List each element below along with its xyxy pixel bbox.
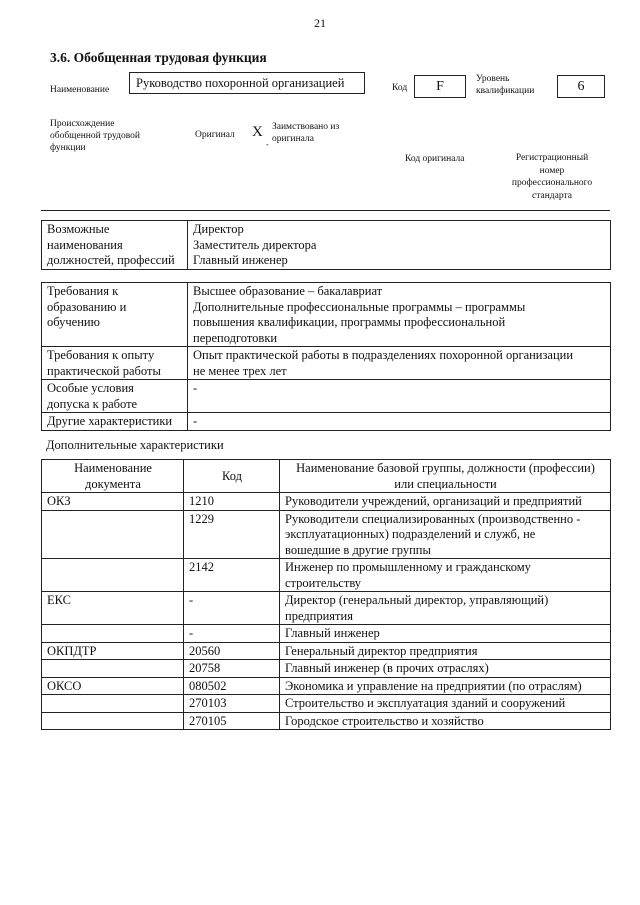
divider-line: [41, 210, 610, 211]
group-name-cell: Генеральный директор предприятия: [280, 642, 611, 660]
doc-cell: [42, 712, 184, 730]
education-value: Высшее образование – бакалавриат Дополнительные профессиональные программы – программы повышения квалификации, программы профессиональной переподготовки: [188, 283, 611, 347]
doc-cell: [42, 695, 184, 713]
experience-label: Требования к опыту практической работы: [42, 347, 188, 380]
code-cell: -: [184, 625, 280, 643]
doc-cell: [42, 660, 184, 678]
table-row: [42, 695, 611, 713]
table-row: [42, 283, 611, 347]
table-row: [42, 380, 611, 413]
table-row: [42, 592, 611, 625]
doc-cell: ЕКС: [42, 592, 184, 625]
table-row: [42, 712, 611, 730]
qualification-level-field: 6: [557, 75, 605, 98]
code-cell: 20560: [184, 642, 280, 660]
table-row: [42, 347, 611, 380]
positions-table: [41, 220, 611, 270]
function-code-field: F: [414, 75, 466, 98]
extra-characteristics-title: Дополнительные характеристики: [46, 438, 224, 452]
group-name-cell: Главный инженер: [280, 625, 611, 643]
doc-column-header: Наименование документа: [42, 460, 184, 493]
doc-cell: [42, 625, 184, 643]
group-name-cell: Городское строительство и хозяйство: [280, 712, 611, 730]
original-mark: X: [252, 124, 263, 140]
dash-mark: -: [266, 140, 269, 149]
group-name-cell: Экономика и управление на предприятии (по отраслям): [280, 677, 611, 695]
borrowed-label: Заимствовано из оригинала: [272, 122, 340, 144]
extra-characteristics-table: [41, 459, 611, 730]
code-cell: 1229: [184, 510, 280, 559]
name-column-header: Наименование базовой группы, должности (профессии) или специальности: [280, 460, 611, 493]
other-characteristics-value: -: [188, 413, 611, 431]
doc-cell: ОКСО: [42, 677, 184, 695]
code-cell: 1210: [184, 493, 280, 511]
group-name-cell: Директор (генеральный директор, управляющий) предприятия: [280, 592, 611, 625]
doc-cell: ОКЗ: [42, 493, 184, 511]
doc-cell: [42, 559, 184, 592]
origin-label: Происхождение обобщенной трудовой функции: [50, 119, 140, 153]
group-name-cell: Инженер по промышленному и гражданскому строительству: [280, 559, 611, 592]
code-cell: -: [184, 592, 280, 625]
reg-number-label: Регистрационный номер профессионального стандарта: [511, 153, 593, 201]
original-code-label: Код оригинала: [405, 154, 465, 164]
table-row: [42, 413, 611, 431]
table-row: [42, 221, 611, 270]
code-cell: 20758: [184, 660, 280, 678]
code-column-header: Код: [184, 460, 280, 493]
table-row: [42, 677, 611, 695]
group-name-cell: Главный инженер (в прочих отраслях): [280, 660, 611, 678]
table-row: [42, 493, 611, 511]
doc-cell: ОКПДТР: [42, 642, 184, 660]
code-cell: 270103: [184, 695, 280, 713]
code-cell: 2142: [184, 559, 280, 592]
doc-cell: [42, 510, 184, 559]
group-name-cell: Руководители специализированных (производственно - эксплуатационных) подразделений и служб, не вошедшие в другие группы: [280, 510, 611, 559]
table-header-row: [42, 460, 611, 493]
page-number: 21: [314, 16, 326, 30]
special-conditions-value: -: [188, 380, 611, 413]
code-cell: 080502: [184, 677, 280, 695]
education-label: Требования к образованию и обучению: [42, 283, 188, 347]
code-label: Код: [392, 83, 408, 93]
positions-label: Возможные наименования должностей, профессий: [42, 221, 188, 270]
positions-values: Директор Заместитель директора Главный инженер: [188, 221, 611, 270]
code-cell: 270105: [184, 712, 280, 730]
table-row: [42, 559, 611, 592]
table-row: [42, 510, 611, 559]
section-title: 3.6. Обобщенная трудовая функция: [50, 50, 267, 65]
function-name-field: Руководство похоронной организацией: [129, 72, 365, 94]
special-conditions-label: Особые условия допуска к работе: [42, 380, 188, 413]
group-name-cell: Руководители учреждений, организаций и предприятий: [280, 493, 611, 511]
original-label: Оригинал: [195, 130, 235, 140]
group-name-cell: Строительство и эксплуатация зданий и сооружений: [280, 695, 611, 713]
requirements-table: [41, 282, 611, 431]
table-row: [42, 660, 611, 678]
table-row: [42, 625, 611, 643]
level-label: Уровень квалификации: [476, 74, 535, 96]
other-characteristics-label: Другие характеристики: [42, 413, 188, 431]
experience-value: Опыт практической работы в подразделениях похоронной организации не менее трех лет: [188, 347, 611, 380]
name-label: Наименование: [50, 85, 110, 95]
table-row: [42, 642, 611, 660]
